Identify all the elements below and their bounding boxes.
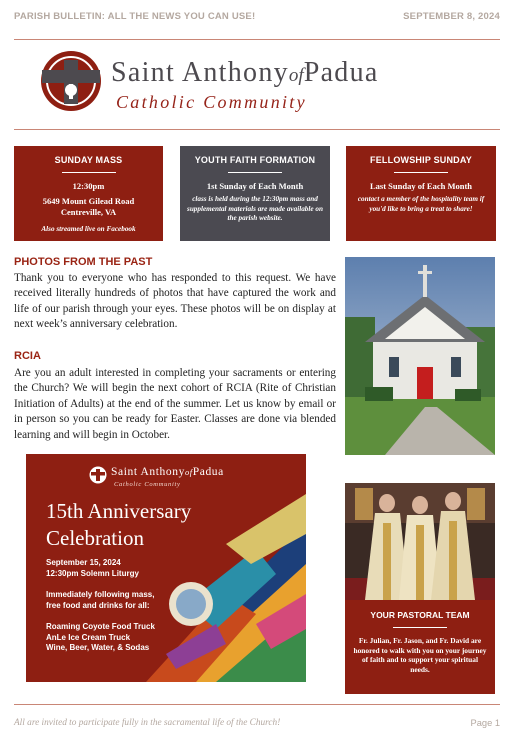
top-divider <box>14 39 500 40</box>
sunday-mass-box <box>14 146 163 241</box>
header-divider <box>14 129 500 130</box>
flyer-date: September 15, 2024 <box>46 558 121 567</box>
pastoral-team-photo <box>345 483 495 600</box>
box-divider <box>394 172 448 173</box>
box-note: class is held during the 12:30pm mass and supplemental materials are made available on the parish website. <box>187 195 323 222</box>
bulletin-date: SEPTEMBER 8, 2024 <box>403 11 500 22</box>
box-note: contact a member of the hospitality team if you'd like to bring a treat to share! <box>357 195 485 213</box>
parish-name <box>111 57 379 89</box>
flyer-brand-2: Padua <box>192 466 224 478</box>
box-divider <box>228 172 282 173</box>
box-title: YOUTH FAITH FORMATION <box>194 155 316 165</box>
box-title: SUNDAY MASS <box>54 155 123 165</box>
footer-message: All are invited to participate fully in the sacramental life of the Church! <box>14 718 281 728</box>
parish-name-part-1: Saint Anthony <box>111 57 289 88</box>
flyer-brand-tag: Catholic Community <box>114 481 181 488</box>
flyer-title <box>46 498 191 552</box>
anniversary-flyer <box>26 454 306 682</box>
flyer-title-line-2: Celebration <box>46 526 144 550</box>
pastoral-team-box <box>345 600 495 694</box>
box-main: Last Sunday of Each Month <box>369 181 473 191</box>
address-line-1: 5649 Mount Gilead Road <box>42 196 135 206</box>
flyer-item-3: Wine, Beer, Water, & Sodas <box>46 643 150 652</box>
box-divider <box>62 172 116 173</box>
mass-time: 12:30pm <box>72 181 105 191</box>
fellowship-box <box>346 146 496 241</box>
parish-tagline: Catholic Community <box>116 92 307 112</box>
bulletin-header-title: PARISH BULLETIN: ALL THE NEWS YOU CAN USE! <box>14 11 256 22</box>
team-divider <box>393 627 447 628</box>
article-heading-photos: PHOTOS FROM THE PAST <box>14 256 153 268</box>
team-text: Fr. Julian, Fr. Jason, and Fr. David are honored to walk with you on your journey of faith and to support your spiritual needs. <box>353 636 487 674</box>
parish-name-part-2: Padua <box>303 57 379 88</box>
flyer-logo-icon <box>89 466 107 484</box>
article-body-photos: Thank you to everyone who has responded to this request. We have received literally hundreds of photos that have captured the work and life of our parish through your eyes. These photos will be on display at next week’s anniversary celebration. <box>14 272 336 331</box>
parish-name-of: of <box>288 65 304 86</box>
youth-faith-box <box>180 146 330 241</box>
flyer-following-2: free food and drinks for all: <box>46 600 150 610</box>
flyer-item-2: AnLe Ice Cream Truck <box>46 632 131 642</box>
church-photo <box>345 257 495 455</box>
flyer-time: 12:30pm Solemn Liturgy <box>46 568 139 578</box>
flyer-brand <box>111 466 224 478</box>
box-main: 1st Sunday of Each Month <box>206 181 304 191</box>
page-number: Page 1 <box>470 718 500 728</box>
flyer-brand-1: Saint Anthony <box>111 466 185 478</box>
article-body-rcia: Are you an adult interested in completing your sacraments or entering the Church? We will begin the next cohort of RCIA (Rite of Christian Initiation of Adults) at the end of the summer. Let us know by email or in person so you can be ready for Easter. Classes are done via blended learning and will begin in October. <box>14 367 336 441</box>
flyer-title-line-1: 15th Anniversary <box>46 499 192 523</box>
flyer-details <box>46 558 155 654</box>
stream-note: Also streamed live on Facebook <box>41 225 136 233</box>
address-line-2: Centreville, VA <box>60 207 117 217</box>
flyer-item-1: Roaming Coyote Food Truck <box>46 622 155 631</box>
parish-logo-icon <box>40 50 102 112</box>
flyer-brand-of: of <box>184 467 193 477</box>
article-heading-rcia: RCIA <box>14 350 41 362</box>
box-title: FELLOWSHIP SUNDAY <box>370 155 472 165</box>
team-title: YOUR PASTORAL TEAM <box>370 610 470 620</box>
footer-divider <box>14 704 500 705</box>
flyer-following-1: Immediately following mass, <box>46 590 155 599</box>
